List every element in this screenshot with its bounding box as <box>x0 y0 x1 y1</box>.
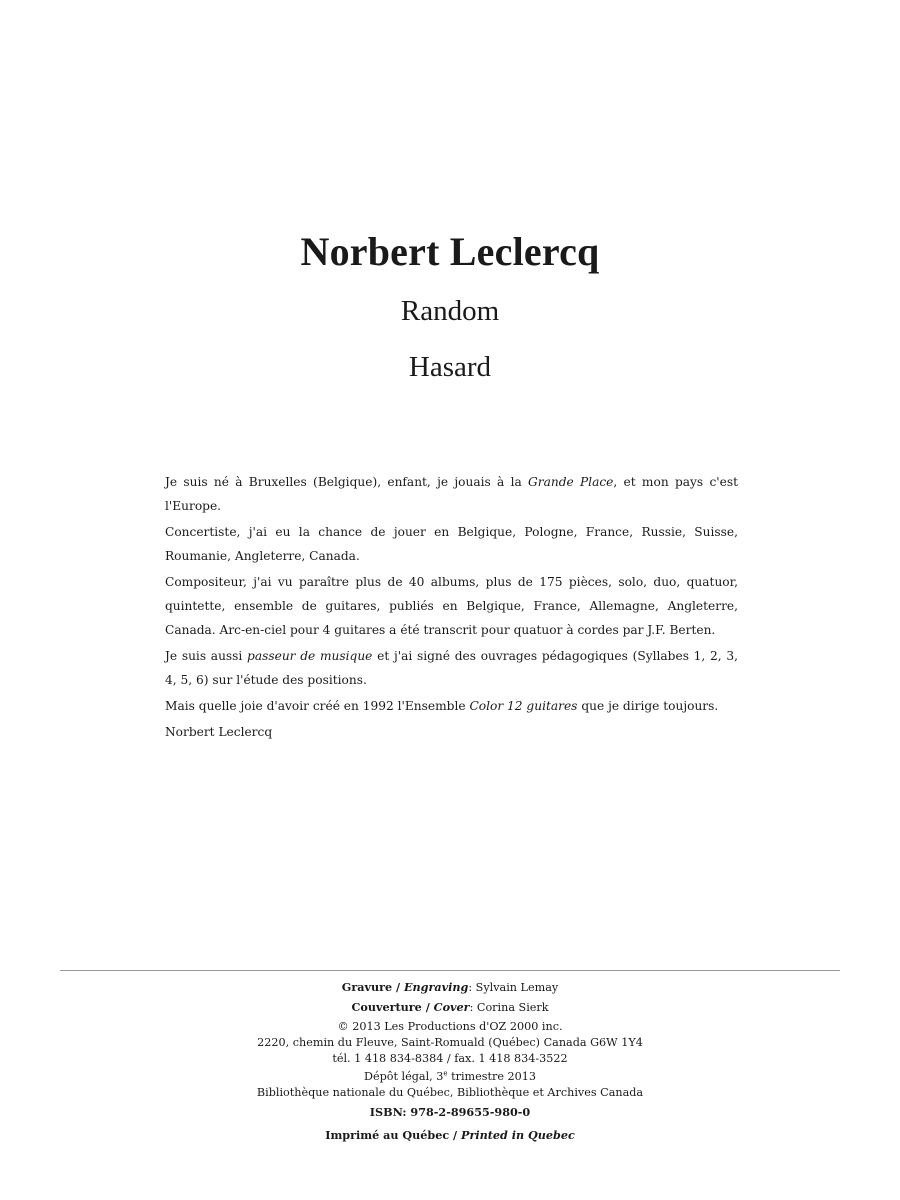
bio-emphasis: passeur de musique <box>247 649 373 663</box>
engraving-credit: : Sylvain Lemay <box>468 981 559 994</box>
composer-biography <box>165 470 738 746</box>
cover-credit: : Corina Sierk <box>469 1001 549 1014</box>
legal-deposit <box>0 1069 900 1085</box>
legal-text: trimestre 2013 <box>447 1070 536 1083</box>
isbn: ISBN: 978-2-89655-980-0 <box>369 1105 531 1119</box>
bio-paragraph-ensemble <box>165 694 738 718</box>
colophon-engraving <box>0 979 900 995</box>
colophon-isbn <box>0 1104 900 1120</box>
bio-emphasis: Grande Place <box>528 475 614 489</box>
printed-label: Imprimé au Québec / <box>325 1128 462 1142</box>
bio-text: Mais quelle joie d'avoir créé en 1992 l'Ensemble <box>165 699 470 713</box>
printed-label-english: Printed in Quebec <box>461 1128 575 1142</box>
colophon-cover <box>0 999 900 1015</box>
piece-title-french: Hasard <box>408 351 492 383</box>
bio-paragraph-compositions: Compositeur, j'ai vu paraître plus de 40 albums, plus de 175 pièces, solo, duo, quatuor, quintette, ensemble de guitares, publiés en Belgique, France, Allemagne, Angleterre, Canada. Arc-en-ciel pour 4 guitares a été transcrit pour quatuor à cordes par J.F. Berten. <box>165 575 738 637</box>
piece-title-english: Random <box>400 295 500 327</box>
bio-text: que je dirige toujours. <box>577 699 719 713</box>
bio-signature: Norbert Leclercq <box>165 725 273 739</box>
publisher-address: 2220, chemin du Fleuve, Saint-Romuald (Québec) Canada G6W 1Y4 <box>257 1036 643 1049</box>
legal-text: Dépôt légal, 3 <box>364 1070 444 1083</box>
bio-text: et j'ai signé des ouvrages pédagogiques (Syllabes 1, 2, 3, 4, 5, 6) sur l'étude des positions. <box>165 649 738 687</box>
cover-label: Couverture / <box>351 1000 434 1014</box>
bio-paragraph-birth <box>165 470 738 518</box>
bio-text: Je suis aussi <box>165 649 248 663</box>
bio-emphasis: Color 12 guitares <box>469 699 578 713</box>
colophon-legal <box>0 1069 900 1101</box>
bio-text: Je suis né à Bruxelles (Belgique), enfant, je jouais à la <box>165 475 529 489</box>
bio-paragraph-concerts: Concertiste, j'ai eu la chance de jouer en Belgique, Pologne, France, Russie, Suisse, Roumanie, Angleterre, Canada. <box>165 525 738 563</box>
colophon-printed <box>0 1127 900 1143</box>
cover-label-english: Cover <box>433 1000 470 1014</box>
publisher-phone: tél. 1 418 834-8384 / fax. 1 418 834-3522 <box>332 1052 568 1065</box>
copyright-line: © 2013 Les Productions d'OZ 2000 inc. <box>337 1020 563 1033</box>
colophon-divider <box>60 970 840 971</box>
bio-paragraph-pedagogy <box>165 644 738 692</box>
author-name: Norbert Leclercq <box>300 229 600 274</box>
engraving-label: Gravure / <box>341 980 404 994</box>
engraving-label-english: Engraving <box>404 980 469 994</box>
legal-superscript: e <box>443 1069 448 1078</box>
legal-libraries: Bibliothèque nationale du Québec, Bibliothèque et Archives Canada <box>256 1086 644 1099</box>
colophon-publisher <box>0 1019 900 1067</box>
bio-text: , et mon pays c'est l'Europe. <box>165 475 738 513</box>
